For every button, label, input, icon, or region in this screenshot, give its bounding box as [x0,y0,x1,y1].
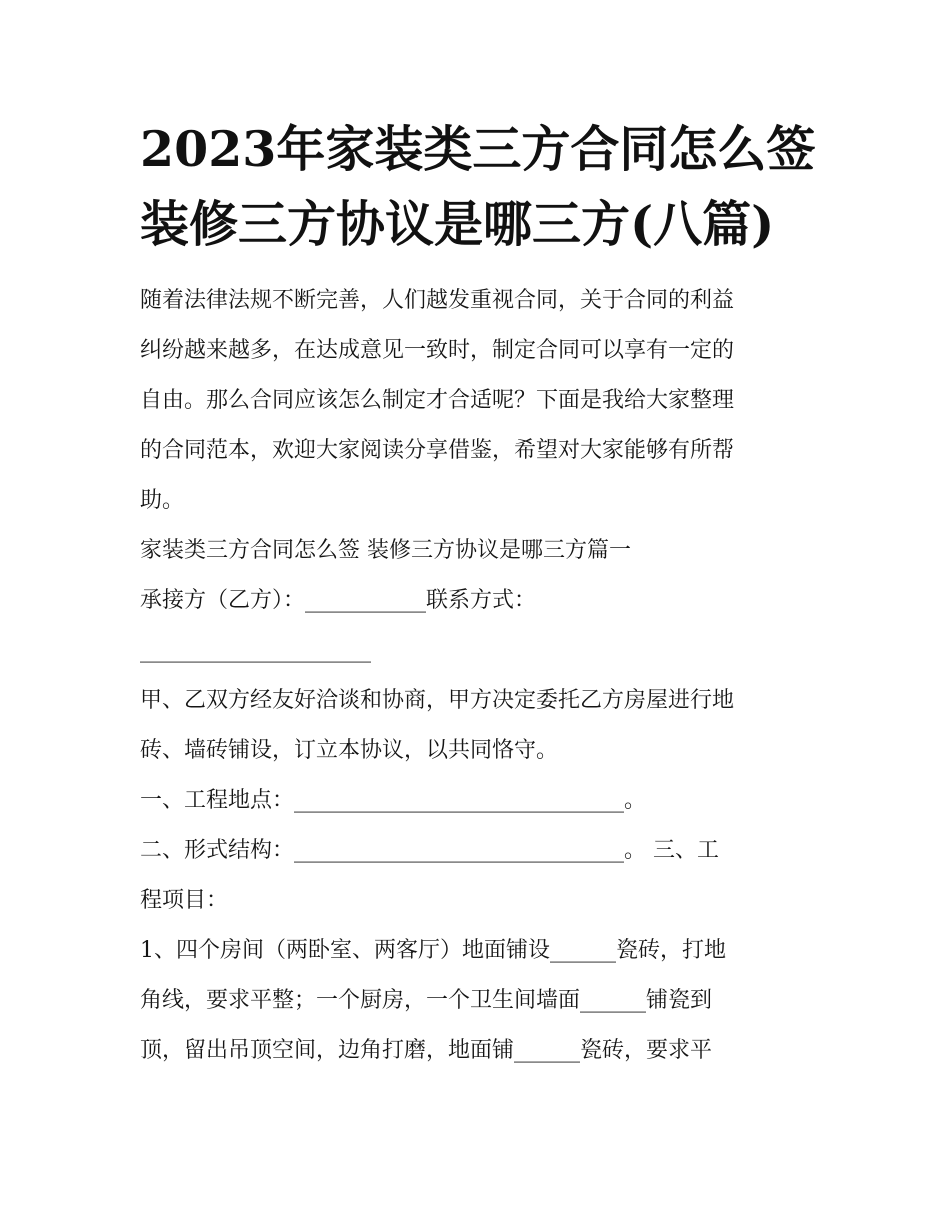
title-line-1: 2023年家装类三方合同怎么签 [140,120,816,178]
item-1-line-3: 顶，留出吊顶空间，边角打磨，地面铺______瓷砖，要求平 [140,1038,713,1063]
item-1-line-1: 1、四个房间（两卧室、两客厅）地面铺设______瓷砖，打地 [140,938,726,963]
clause-location: 一、工程地点：______________________________。 [140,788,647,813]
intro-line-3: 自由。那么合同应该怎么制定才合适呢？下面是我给大家整理 [140,388,735,413]
clause-structure-line-1: 二、形式结构：______________________________。 三、工 [140,838,719,863]
contact-blank: _____________________ [140,638,371,663]
intro-line-2: 纠纷越来越多，在达成意见一致时，制定合同可以享有一定的 [140,338,735,363]
title-line-2: 装修三方协议是哪三方(八篇) [140,195,775,253]
clause-structure-line-2: 程项目： [140,888,229,913]
agreement-line-2: 砖、墙砖铺设，订立本协议，以共同恪守。 [140,738,559,763]
intro-line-1: 随着法律法规不断完善，人们越发重视合同，关于合同的利益 [140,288,735,313]
intro-line-5: 助。 [140,488,185,513]
item-1-line-2: 角线，要求平整；一个厨房，一个卫生间墙面______铺瓷到 [140,988,713,1013]
contractor-line: 承接方（乙方）：___________联系方式： [140,588,537,613]
intro-line-4: 的合同范本，欢迎大家阅读分享借鉴，希望对大家能够有所帮 [140,438,735,463]
agreement-line-1: 甲、乙双方经友好洽谈和协商，甲方决定委托乙方房屋进行地 [140,688,735,713]
section-heading: 家装类三方合同怎么签 装修三方协议是哪三方篇一 [140,538,631,563]
document-body [140,276,820,1076]
document-title [140,112,820,262]
